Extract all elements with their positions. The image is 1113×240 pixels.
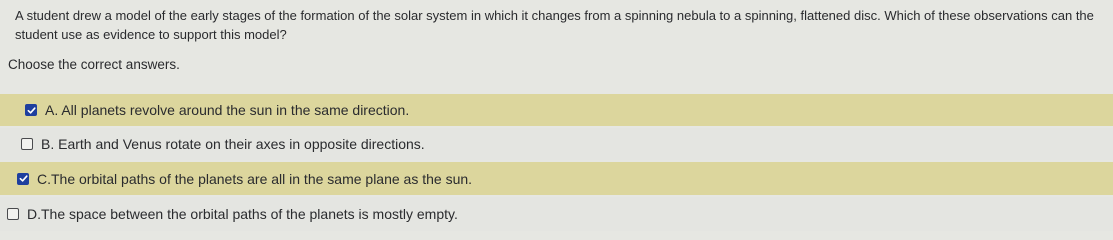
checkbox-c[interactable]	[17, 173, 29, 185]
option-label-d: D.The space between the orbital paths of the planets is mostly empty.	[27, 206, 458, 222]
option-label-b: B. Earth and Venus rotate on their axes in opposite directions.	[41, 136, 425, 152]
option-label-a: A. All planets revolve around the sun in the same direction.	[45, 102, 410, 118]
checkbox-d[interactable]	[7, 208, 19, 220]
checkbox-a[interactable]	[25, 104, 37, 116]
instruction-text: Choose the correct answers.	[8, 57, 180, 72]
answer-option-d[interactable]	[0, 197, 1113, 231]
question-text: A student drew a model of the early stages of the formation of the solar system in which it changes from a spinning nebula to a spinning, flattened disc. Which of these observations can the student use as evidence to support this model?	[15, 8, 1094, 42]
checkbox-b[interactable]	[21, 138, 33, 150]
checkmark-icon	[27, 106, 36, 115]
answer-option-c[interactable]	[0, 162, 1113, 195]
option-label-c: C.The orbital paths of the planets are all in the same plane as the sun.	[37, 170, 473, 187]
answer-option-b[interactable]	[0, 128, 1113, 160]
checkmark-icon	[19, 174, 28, 183]
answer-option-a[interactable]	[0, 94, 1113, 126]
